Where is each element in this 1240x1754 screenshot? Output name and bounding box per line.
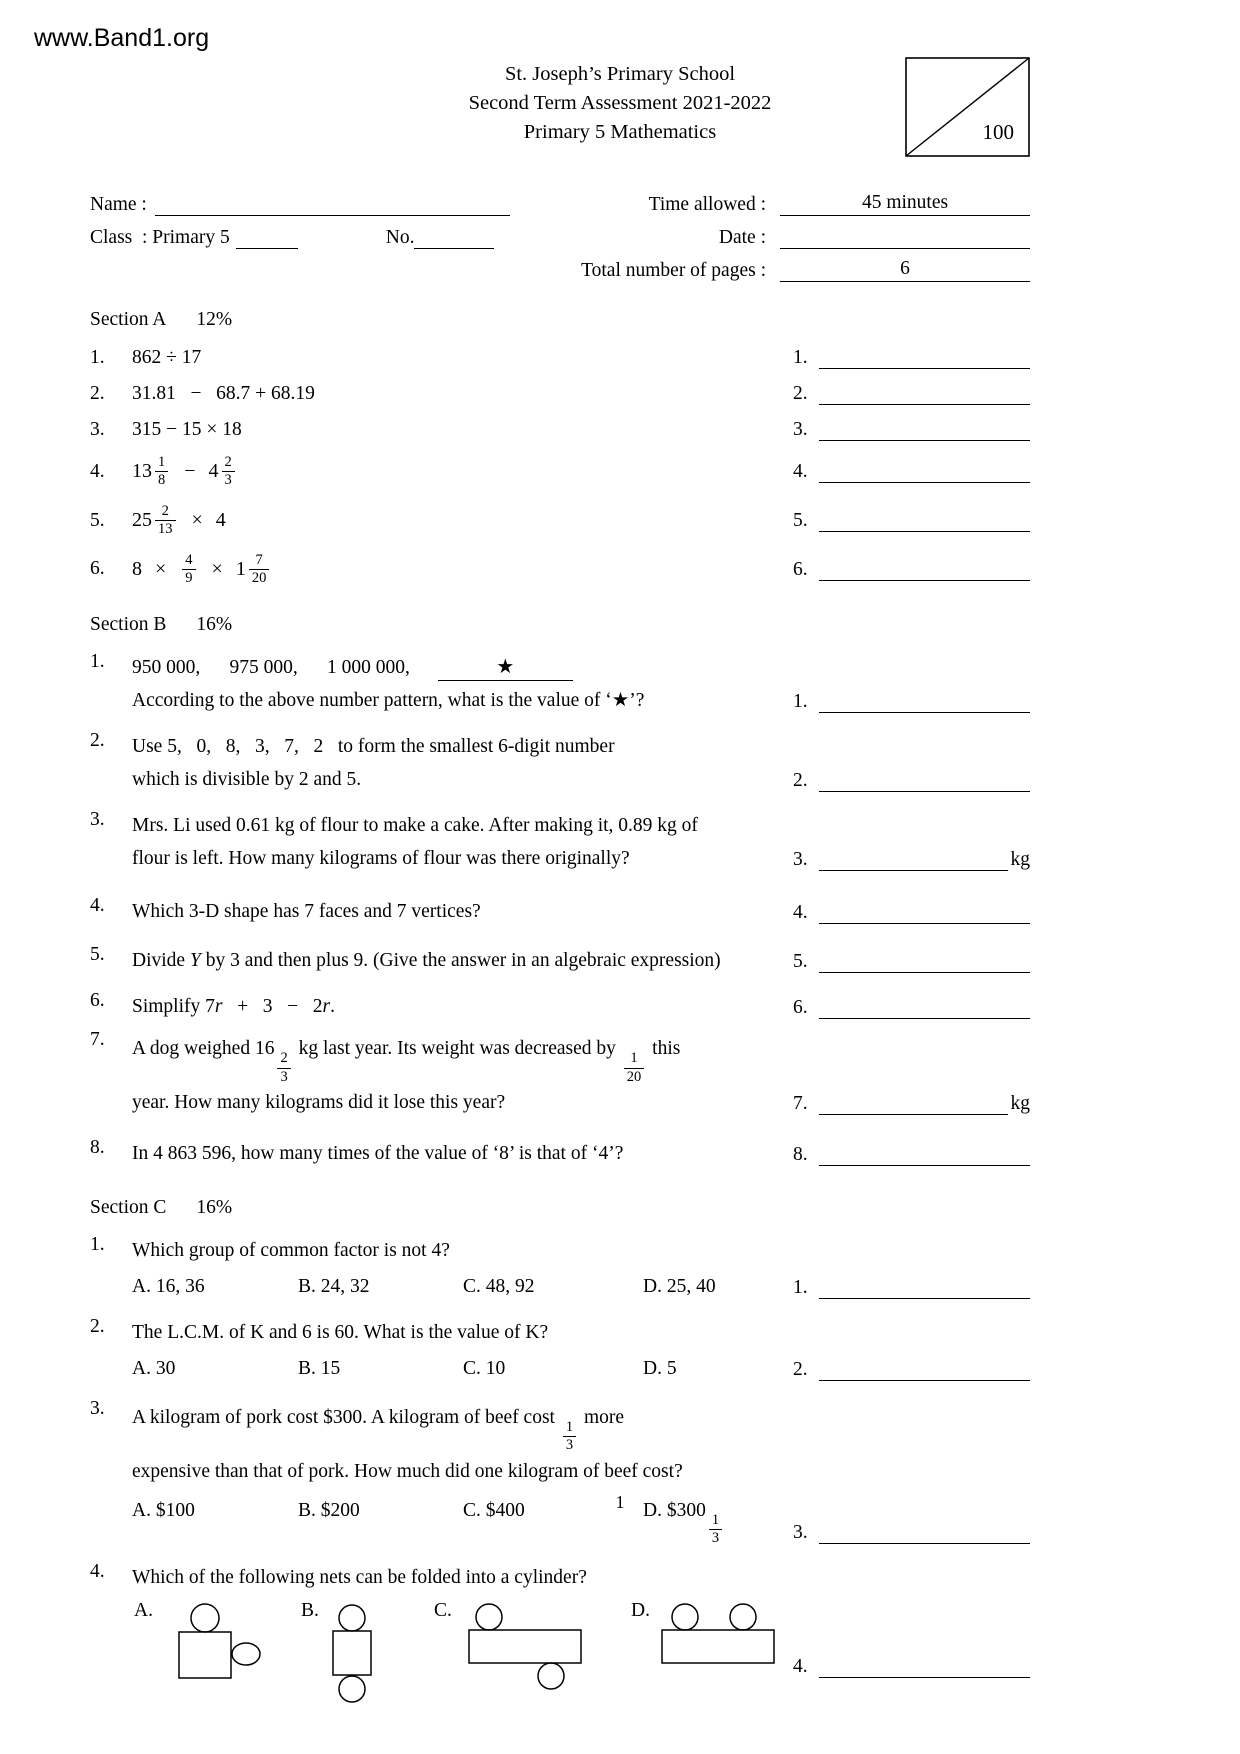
question-number: 3. [90,1398,105,1420]
answer-b7 [793,1092,1030,1115]
fraction: $\frac{2}{3}$ [277,1050,290,1086]
question-line: flour is left. How many kilograms of flour was there originally? [132,848,630,870]
question-line: Use 5, 0, 8, 3, 7, 2 to form the smallest 6-digit number [132,736,615,758]
question-number: 2. [90,1316,105,1338]
question-text [132,1234,793,1303]
question-number: 5. [90,944,105,966]
question-line: Which 3-D shape has 7 faces and 7 vertices? [132,901,481,923]
question-number: 2. [90,730,105,752]
net-d-diagram [660,1602,780,1666]
answer-number: 5. [793,510,808,532]
answer-number: 2. [793,1359,808,1381]
section-a-name: Section A [90,309,167,330]
question-a1 [90,346,1030,369]
answer-number: 6. [793,558,808,580]
answer-blank [819,382,1030,405]
fraction: $\frac{1}{3}$ [709,1512,722,1548]
question-number: 1. [90,651,105,673]
class-field-blank [236,225,298,249]
answer-blank [819,1092,1008,1115]
question-number: 6. [90,558,105,580]
class-label: Class : Primary 5 [90,227,230,248]
question-b5 [90,944,1030,977]
answer-blank [819,558,1030,581]
net-label-a: A. [134,1599,153,1621]
question-c4 [90,1561,1030,1704]
mc-options [132,1270,793,1303]
name-field-blank [155,192,510,216]
total-score: 100 [982,120,1014,144]
star-icon: ★ [496,656,515,679]
number-label: No. [385,227,415,248]
info-row-class-date [90,216,1030,249]
answer-blank [819,1276,1030,1299]
net-option-d [631,1600,780,1666]
question-a6 [90,552,1030,588]
option-a: A. $100 [132,1499,195,1521]
question-line: Which group of common factor is not 4? [132,1240,450,1262]
fraction: $\frac{2}{13}$ [155,503,176,539]
school-name: St. Joseph’s Primary School [504,63,736,85]
question-line: Simplify 7r + 3 − 2r. [132,996,335,1018]
info-row-name-time [90,183,1030,216]
option-c: C. $400 [463,1499,525,1521]
question-line: expensive than that of pork. How much did one kilogram of beef cost? [132,1460,683,1482]
question-text [132,1561,793,1704]
exam-content [90,183,1030,1704]
section-a-percent: 12% [196,309,233,330]
answer-c4 [793,1655,1030,1678]
question-text [132,454,793,490]
question-b4 [90,895,1030,928]
page-number: 1 [615,1492,625,1512]
question-number: 3. [90,418,105,440]
watermark-url: www.Band1.org [34,24,210,52]
question-text [132,1398,793,1548]
variable-r: r [214,996,223,1018]
answer-unit: kg [1010,849,1030,871]
answer-blank [819,996,1030,1019]
answer-b1 [793,690,1030,713]
assessment-title: Second Term Assessment 2021-2022 [468,92,772,114]
answer-blank [819,901,1030,924]
answer-number: 3. [793,849,808,871]
mc-options [132,1352,793,1385]
answer-blank [819,950,1030,973]
cylinder-net-diagrams [132,1600,793,1704]
question-number: 4. [90,895,105,917]
section-b-title [90,614,1030,636]
answer-blank [819,1521,1030,1544]
variable-r: r [322,996,331,1018]
star-answer-blank [438,654,573,681]
question-a4 [90,454,1030,490]
question-text [132,651,793,717]
answer-number: 1. [793,1277,808,1299]
math-expression: 13 $\frac{1}{8}$ − 4 $\frac{2}{3}$ [132,454,238,490]
question-line: Mrs. Li used 0.61 kg of flour to make a cake. After making it, 0.89 kg of [132,815,698,837]
question-number: 8. [90,1137,105,1159]
net-label-c: C. [434,1599,452,1621]
question-b7 [90,1029,1030,1119]
time-allowed-value: 45 minutes [780,192,1030,216]
answer-number: 6. [793,997,808,1019]
answer-number: 7. [793,1093,808,1115]
question-number: 4. [90,1560,105,1582]
question-c3 [90,1398,1030,1548]
question-a2 [90,382,1030,405]
net-option-c [434,1600,631,1692]
answer-a5 [793,509,1030,532]
answer-blank [819,848,1008,871]
question-b1 [90,651,1030,717]
question-text [132,1137,793,1170]
question-a5 [90,503,1030,539]
answer-unit: kg [1010,1093,1030,1115]
question-text [132,1029,793,1119]
question-text [132,895,793,928]
answer-a6 [793,558,1030,581]
answer-b6 [793,996,1030,1019]
question-line: A dog weighed 16 $\frac{2}{3}$ kg last year. Its weight was decreased by $\frac{1}{20}$ this [132,1038,681,1085]
question-line: which is divisible by 2 and 5. [132,769,362,791]
net-a-diagram [163,1602,263,1688]
net-c-diagram [462,1602,587,1692]
answer-c2 [793,1358,1030,1381]
exam-header [0,0,1240,147]
number-pattern-line: 950 000, 975 000, 1 000 000, ★ [132,651,793,684]
answer-number: 4. [793,1655,808,1677]
net-option-b [301,1600,434,1704]
question-number: 7. [90,1029,105,1051]
number-field-blank [414,225,494,249]
net-option-a [134,1600,301,1688]
answer-blank [819,690,1030,713]
question-line: Which of the following nets can be folded into a cylinder? [132,1566,587,1588]
option-d: D. 5 [643,1358,677,1380]
question-c1 [90,1234,1030,1303]
answer-number: 2. [793,770,808,792]
answer-number: 5. [793,951,808,973]
score-box [905,57,1030,157]
question-line: According to the above number pattern, what is the value of ‘★’? [132,690,645,712]
time-allowed-label: Time allowed : [648,194,766,215]
question-number: 1. [90,1234,105,1256]
question-text [132,944,793,977]
question-c2 [90,1316,1030,1385]
answer-b2 [793,769,1030,792]
question-a3 [90,418,1030,441]
question-number: 2. [90,382,105,404]
option-d: D. $300 $\frac{1}{3}$ [643,1491,725,1548]
total-pages-label: Total number of pages : [581,260,766,281]
date-label: Date : [718,227,766,248]
section-b-percent: 16% [196,614,233,636]
answer-blank [819,1358,1030,1381]
fraction: $\frac{7}{20}$ [249,552,270,588]
answer-c1 [793,1276,1030,1299]
question-number: 4. [90,460,105,482]
answer-blank [819,769,1030,792]
answer-a2 [793,382,1030,405]
question-text [132,1316,793,1385]
math-expression: 8 × $\frac{4}{9}$ × 1 $\frac{7}{20}$ [132,552,272,588]
option-b: B. 24, 32 [298,1276,370,1298]
answer-b5 [793,950,1030,973]
question-line: Divide Y by 3 and then plus 9. (Give the answer in an algebraic expression) [132,950,721,972]
question-text [132,809,793,875]
section-c-name: Section C [90,1197,167,1219]
option-d: D. 25, 40 [643,1276,716,1298]
question-number: 5. [90,509,105,531]
section-a-title [90,309,1030,331]
info-row-pages [90,249,1030,282]
question-b8 [90,1137,1030,1170]
question-b6 [90,990,1030,1023]
fraction: $\frac{1}{20}$ [624,1050,645,1086]
answer-number: 3. [793,419,808,440]
fraction: $\frac{1}{3}$ [563,1419,576,1455]
net-b-diagram [329,1602,375,1704]
answer-blank [819,460,1030,483]
answer-number: 1. [793,347,808,368]
option-c: C. 10 [463,1358,506,1380]
answer-blank [819,1655,1030,1678]
answer-b3 [793,848,1030,871]
question-line: A kilogram of pork cost $300. A kilogram of beef cost $\frac{1}{3}$ more [132,1407,625,1454]
option-b: B. $200 [298,1499,360,1521]
question-line: year. How many kilograms did it lose this year? [132,1092,506,1114]
subject-title: Primary 5 Mathematics [523,121,717,143]
section-b-name: Section B [90,614,167,636]
answer-blank [819,1143,1030,1166]
question-b2 [90,730,1030,796]
net-label-d: D. [631,1599,650,1621]
fraction: $\frac{2}{3}$ [222,454,235,490]
variable-y: Y [189,950,201,972]
question-text: 862 ÷ 17 [132,346,202,368]
answer-number: 4. [793,461,808,483]
option-a: A. 16, 36 [132,1276,205,1298]
option-c: C. 48, 92 [463,1276,535,1298]
question-b3 [90,809,1030,875]
total-pages-value: 6 [780,258,1030,282]
answer-a1 [793,346,1030,369]
fraction: $\frac{4}{9}$ [182,552,195,588]
section-c-title [90,1197,1030,1219]
question-line: The L.C.M. of K and 6 is 60. What is the value of K? [132,1322,549,1344]
answer-blank [819,346,1030,369]
date-field-blank [780,225,1030,249]
answer-number: 1. [793,691,808,713]
answer-a3 [793,418,1030,441]
answer-b8 [793,1143,1030,1166]
fraction: $\frac{1}{8}$ [155,454,168,490]
answer-c3 [793,1521,1030,1544]
section-c-percent: 16% [196,1197,233,1219]
question-text [132,503,793,539]
answer-blank [819,509,1030,532]
question-number: 6. [90,990,105,1012]
name-label: Name : [90,194,147,215]
answer-a4 [793,460,1030,483]
question-text [132,990,793,1023]
option-a: A. 30 [132,1358,176,1380]
option-b: B. 15 [298,1358,341,1380]
answer-blank [819,418,1030,441]
answer-number: 8. [793,1144,808,1166]
answer-number: 4. [793,902,808,924]
answer-number: 3. [793,1521,808,1543]
math-expression: 25 $\frac{2}{13}$ × 4 [132,502,226,538]
question-text: 31.81 − 68.7 + 68.19 [132,382,315,404]
question-line: In 4 863 596, how many times of the value of ‘8’ is that of ‘4’? [132,1143,624,1165]
question-text: 315 − 15 × 18 [132,418,242,440]
question-number: 1. [90,346,105,368]
question-number: 3. [90,809,105,831]
question-text [132,730,793,796]
question-text [132,552,793,588]
net-label-b: B. [301,1599,319,1621]
answer-number: 2. [793,383,808,404]
answer-b4 [793,901,1030,924]
